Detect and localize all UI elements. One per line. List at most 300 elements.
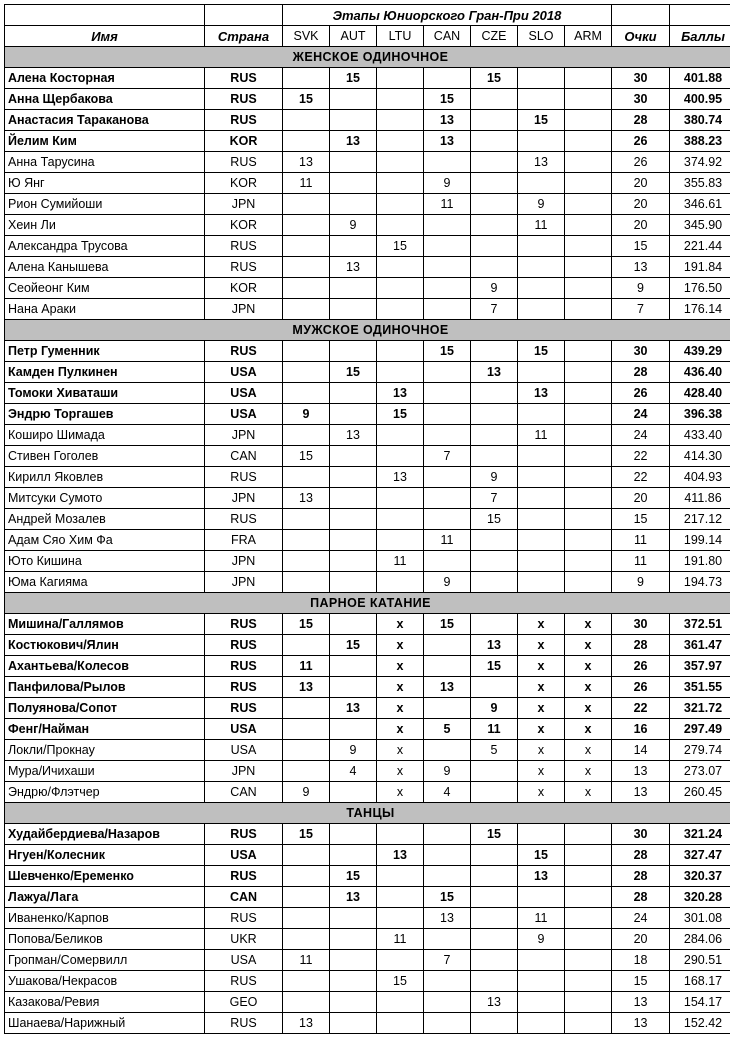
- table-row[interactable]: [5, 173, 730, 194]
- cell-stage-svk: [283, 425, 330, 446]
- cell-stage-can: [424, 257, 471, 278]
- table-row[interactable]: [5, 992, 730, 1013]
- cell-stage-cze: 9: [471, 278, 518, 299]
- column-header-country[interactable]: Страна: [205, 26, 283, 47]
- cell-stage-can: 5: [424, 719, 471, 740]
- cell-score: 176.14: [670, 299, 730, 320]
- cell-stage-ltu: 15: [377, 971, 424, 992]
- cell-stage-ltu: [377, 509, 424, 530]
- table-row[interactable]: [5, 719, 730, 740]
- cell-country: RUS: [205, 68, 283, 89]
- table-row[interactable]: [5, 236, 730, 257]
- cell-athlete-name: Адам Сяо Хим Фа: [5, 530, 205, 551]
- cell-stage-svk: [283, 929, 330, 950]
- cell-stage-aut: [330, 551, 377, 572]
- cell-stage-ltu: [377, 362, 424, 383]
- cell-points: 13: [612, 1013, 670, 1034]
- cell-stage-ltu: [377, 173, 424, 194]
- table-row[interactable]: [5, 782, 730, 803]
- cell-stage-arm: x: [565, 635, 612, 656]
- cell-points: 30: [612, 68, 670, 89]
- cell-stage-arm: [565, 257, 612, 278]
- column-header-stage-slo[interactable]: SLO: [518, 26, 565, 47]
- cell-points: 30: [612, 89, 670, 110]
- cell-score: 414.30: [670, 446, 730, 467]
- cell-stage-arm: [565, 299, 612, 320]
- cell-athlete-name: Казакова/Ревия: [5, 992, 205, 1013]
- cell-stage-aut: [330, 950, 377, 971]
- cell-stage-can: 13: [424, 110, 471, 131]
- cell-points: 28: [612, 362, 670, 383]
- cell-stage-arm: [565, 236, 612, 257]
- cell-stage-svk: 9: [283, 782, 330, 803]
- table-row[interactable]: [5, 404, 730, 425]
- table-row[interactable]: [5, 677, 730, 698]
- cell-stage-ltu: [377, 341, 424, 362]
- cell-score: 191.84: [670, 257, 730, 278]
- cell-stage-svk: [283, 971, 330, 992]
- column-header-score[interactable]: Баллы: [670, 26, 730, 47]
- cell-stage-can: [424, 509, 471, 530]
- table-row[interactable]: [5, 761, 730, 782]
- cell-stage-cze: [471, 131, 518, 152]
- cell-stage-ltu: [377, 194, 424, 215]
- cell-stage-aut: [330, 677, 377, 698]
- cell-stage-svk: [283, 68, 330, 89]
- cell-points: 26: [612, 152, 670, 173]
- cell-stage-svk: [283, 719, 330, 740]
- cell-country: RUS: [205, 110, 283, 131]
- cell-stage-arm: [565, 194, 612, 215]
- cell-stage-svk: 11: [283, 950, 330, 971]
- table-row[interactable]: [5, 635, 730, 656]
- cell-stage-svk: 15: [283, 89, 330, 110]
- cell-stage-ltu: [377, 131, 424, 152]
- cell-stage-aut: [330, 908, 377, 929]
- table-row[interactable]: [5, 215, 730, 236]
- cell-athlete-name: Анастасия Тараканова: [5, 110, 205, 131]
- cell-points: 30: [612, 824, 670, 845]
- cell-stage-cze: [471, 194, 518, 215]
- table-header-row: [5, 26, 730, 47]
- cell-stage-can: [424, 866, 471, 887]
- cell-athlete-name: Гропман/Сомервилл: [5, 950, 205, 971]
- cell-stage-aut: [330, 992, 377, 1013]
- cell-points: 11: [612, 530, 670, 551]
- table-row[interactable]: [5, 467, 730, 488]
- cell-stage-ltu: x: [377, 761, 424, 782]
- cell-stage-svk: [283, 530, 330, 551]
- column-header-points[interactable]: Очки: [612, 26, 670, 47]
- cell-stage-aut: [330, 194, 377, 215]
- table-row[interactable]: [5, 845, 730, 866]
- cell-country: RUS: [205, 467, 283, 488]
- cell-stage-aut: [330, 845, 377, 866]
- cell-score: 154.17: [670, 992, 730, 1013]
- cell-stage-ltu: [377, 257, 424, 278]
- results-body: [5, 5, 730, 1034]
- cell-stage-svk: [283, 635, 330, 656]
- cell-stage-aut: [330, 614, 377, 635]
- column-header-stage-aut[interactable]: AUT: [330, 26, 377, 47]
- cell-score: 401.88: [670, 68, 730, 89]
- cell-stage-aut: [330, 824, 377, 845]
- cell-country: CAN: [205, 782, 283, 803]
- table-row[interactable]: [5, 824, 730, 845]
- cell-stage-can: 9: [424, 173, 471, 194]
- cell-stage-arm: [565, 152, 612, 173]
- cell-stage-arm: [565, 572, 612, 593]
- cell-stage-aut: 4: [330, 761, 377, 782]
- cell-score: 290.51: [670, 950, 730, 971]
- cell-points: 9: [612, 572, 670, 593]
- cell-stage-aut: 15: [330, 866, 377, 887]
- table-row[interactable]: [5, 530, 730, 551]
- cell-country: RUS: [205, 236, 283, 257]
- cell-stage-ltu: [377, 425, 424, 446]
- cell-stage-svk: 13: [283, 677, 330, 698]
- cell-stage-ltu: [377, 1013, 424, 1034]
- cell-stage-cze: [471, 866, 518, 887]
- cell-stage-aut: [330, 488, 377, 509]
- cell-stage-svk: [283, 257, 330, 278]
- cell-stage-slo: [518, 467, 565, 488]
- table-row[interactable]: [5, 551, 730, 572]
- table-row[interactable]: [5, 572, 730, 593]
- cell-country: JPN: [205, 488, 283, 509]
- table-header-row-top: [5, 5, 730, 26]
- cell-points: 15: [612, 236, 670, 257]
- cell-stage-ltu: [377, 488, 424, 509]
- cell-country: RUS: [205, 152, 283, 173]
- cell-points: 26: [612, 677, 670, 698]
- cell-stage-ltu: x: [377, 614, 424, 635]
- cell-stage-arm: x: [565, 614, 612, 635]
- cell-stage-arm: [565, 383, 612, 404]
- table-row[interactable]: [5, 341, 730, 362]
- cell-points: 20: [612, 488, 670, 509]
- cell-stage-ltu: [377, 110, 424, 131]
- cell-athlete-name: Александра Трусова: [5, 236, 205, 257]
- cell-stage-can: [424, 740, 471, 761]
- cell-country: JPN: [205, 299, 283, 320]
- cell-stage-cze: [471, 887, 518, 908]
- table-row[interactable]: [5, 257, 730, 278]
- cell-points: 9: [612, 278, 670, 299]
- cell-stage-ltu: x: [377, 782, 424, 803]
- cell-points: 28: [612, 887, 670, 908]
- cell-score: 191.80: [670, 551, 730, 572]
- cell-athlete-name: Костюкович/Ялин: [5, 635, 205, 656]
- cell-athlete-name: Иваненко/Карпов: [5, 908, 205, 929]
- cell-stage-slo: x: [518, 761, 565, 782]
- cell-stage-aut: 13: [330, 131, 377, 152]
- cell-score: 279.74: [670, 740, 730, 761]
- cell-points: 13: [612, 992, 670, 1013]
- column-header-stage-cze[interactable]: CZE: [471, 26, 518, 47]
- cell-stage-slo: [518, 887, 565, 908]
- cell-stage-slo: [518, 446, 565, 467]
- cell-athlete-name: Полуянова/Сопот: [5, 698, 205, 719]
- cell-points: 13: [612, 257, 670, 278]
- table-row[interactable]: [5, 971, 730, 992]
- table-row[interactable]: [5, 614, 730, 635]
- cell-stage-arm: [565, 950, 612, 971]
- cell-athlete-name: Локли/Прокнау: [5, 740, 205, 761]
- cell-stage-aut: 9: [330, 740, 377, 761]
- cell-stage-svk: [283, 110, 330, 131]
- cell-stage-can: [424, 992, 471, 1013]
- cell-stage-slo: [518, 551, 565, 572]
- cell-country: CAN: [205, 887, 283, 908]
- table-row[interactable]: [5, 446, 730, 467]
- cell-stage-arm: [565, 971, 612, 992]
- cell-stage-arm: [565, 929, 612, 950]
- cell-stage-cze: [471, 215, 518, 236]
- cell-stage-arm: [565, 89, 612, 110]
- cell-stage-slo: 13: [518, 866, 565, 887]
- cell-score: 176.50: [670, 278, 730, 299]
- cell-athlete-name: Лажуа/Лага: [5, 887, 205, 908]
- table-row[interactable]: [5, 425, 730, 446]
- cell-stage-slo: 9: [518, 194, 565, 215]
- section-header-row: [5, 47, 730, 68]
- table-row[interactable]: [5, 89, 730, 110]
- cell-stage-svk: 15: [283, 824, 330, 845]
- cell-stage-aut: [330, 89, 377, 110]
- table-row[interactable]: [5, 299, 730, 320]
- cell-points: 26: [612, 383, 670, 404]
- cell-stage-ltu: [377, 992, 424, 1013]
- cell-score: 221.44: [670, 236, 730, 257]
- cell-stage-slo: x: [518, 698, 565, 719]
- column-header-name[interactable]: Имя: [5, 26, 205, 47]
- cell-country: JPN: [205, 551, 283, 572]
- cell-stage-can: 15: [424, 614, 471, 635]
- cell-stage-svk: [283, 740, 330, 761]
- cell-score: 388.23: [670, 131, 730, 152]
- cell-stage-slo: x: [518, 614, 565, 635]
- cell-athlete-name: Мура/Ичихаши: [5, 761, 205, 782]
- cell-stage-ltu: [377, 572, 424, 593]
- cell-athlete-name: Юма Кагияма: [5, 572, 205, 593]
- cell-score: 199.14: [670, 530, 730, 551]
- cell-stage-svk: 11: [283, 656, 330, 677]
- cell-stage-arm: [565, 173, 612, 194]
- cell-stage-can: 11: [424, 194, 471, 215]
- cell-stage-aut: [330, 404, 377, 425]
- cell-stage-aut: 15: [330, 362, 377, 383]
- cell-stage-can: 15: [424, 341, 471, 362]
- cell-country: RUS: [205, 866, 283, 887]
- table-row[interactable]: [5, 656, 730, 677]
- table-row[interactable]: [5, 488, 730, 509]
- cell-stage-cze: 15: [471, 68, 518, 89]
- cell-score: 327.47: [670, 845, 730, 866]
- cell-stage-can: [424, 68, 471, 89]
- cell-stage-can: [424, 236, 471, 257]
- cell-stage-cze: [471, 173, 518, 194]
- cell-stage-ltu: x: [377, 719, 424, 740]
- cell-stage-arm: x: [565, 719, 612, 740]
- cell-country: USA: [205, 740, 283, 761]
- cell-points: 26: [612, 656, 670, 677]
- cell-stage-ltu: [377, 68, 424, 89]
- cell-athlete-name: Эндрю Торгашев: [5, 404, 205, 425]
- table-row[interactable]: [5, 908, 730, 929]
- cell-points: 22: [612, 698, 670, 719]
- cell-points: 22: [612, 446, 670, 467]
- cell-stage-slo: 15: [518, 110, 565, 131]
- table-row[interactable]: [5, 383, 730, 404]
- table-row[interactable]: [5, 194, 730, 215]
- cell-score: 372.51: [670, 614, 730, 635]
- cell-stage-slo: [518, 68, 565, 89]
- cell-stage-arm: x: [565, 698, 612, 719]
- cell-stage-svk: [283, 866, 330, 887]
- table-row[interactable]: [5, 887, 730, 908]
- cell-country: USA: [205, 950, 283, 971]
- cell-stage-aut: [330, 446, 377, 467]
- cell-stage-cze: [471, 341, 518, 362]
- cell-country: USA: [205, 362, 283, 383]
- cell-stage-arm: [565, 362, 612, 383]
- cell-score: 355.83: [670, 173, 730, 194]
- cell-country: USA: [205, 719, 283, 740]
- table-row[interactable]: [5, 152, 730, 173]
- cell-stage-svk: [283, 887, 330, 908]
- table-row[interactable]: [5, 131, 730, 152]
- column-header-stage-svk[interactable]: SVK: [283, 26, 330, 47]
- table-row[interactable]: [5, 698, 730, 719]
- cell-stage-cze: 15: [471, 824, 518, 845]
- cell-athlete-name: Юто Кишина: [5, 551, 205, 572]
- cell-stage-aut: [330, 467, 377, 488]
- cell-stage-slo: x: [518, 782, 565, 803]
- cell-stage-ltu: x: [377, 656, 424, 677]
- cell-score: 168.17: [670, 971, 730, 992]
- cell-stage-arm: [565, 866, 612, 887]
- cell-stage-cze: [471, 908, 518, 929]
- table-row[interactable]: [5, 68, 730, 89]
- cell-stage-ltu: 13: [377, 845, 424, 866]
- cell-points: 28: [612, 866, 670, 887]
- cell-stage-aut: [330, 383, 377, 404]
- cell-stage-arm: [565, 110, 612, 131]
- cell-stage-ltu: [377, 299, 424, 320]
- cell-stage-arm: [565, 1013, 612, 1034]
- cell-country: JPN: [205, 425, 283, 446]
- cell-stage-cze: 9: [471, 467, 518, 488]
- cell-points: 26: [612, 131, 670, 152]
- cell-stage-can: 7: [424, 446, 471, 467]
- cell-stage-cze: [471, 89, 518, 110]
- cell-stage-svk: [283, 383, 330, 404]
- cell-stage-svk: [283, 236, 330, 257]
- cell-country: JPN: [205, 761, 283, 782]
- column-header-stage-can[interactable]: CAN: [424, 26, 471, 47]
- cell-stage-cze: [471, 425, 518, 446]
- cell-stage-aut: 15: [330, 68, 377, 89]
- cell-stage-slo: [518, 236, 565, 257]
- cell-country: CAN: [205, 446, 283, 467]
- cell-stage-aut: [330, 236, 377, 257]
- cell-stage-can: [424, 929, 471, 950]
- cell-stage-cze: [471, 236, 518, 257]
- cell-stage-arm: x: [565, 677, 612, 698]
- cell-stage-ltu: [377, 866, 424, 887]
- table-row[interactable]: [5, 740, 730, 761]
- cell-stage-can: [424, 1013, 471, 1034]
- cell-stage-slo: x: [518, 656, 565, 677]
- table-title: Этапы Юниорского Гран-При 2018: [283, 5, 612, 26]
- column-header-stage-ltu[interactable]: LTU: [377, 26, 424, 47]
- cell-stage-arm: [565, 992, 612, 1013]
- table-row[interactable]: [5, 110, 730, 131]
- cell-stage-arm: [565, 845, 612, 866]
- cell-athlete-name: Анна Тарусина: [5, 152, 205, 173]
- cell-athlete-name: Йелим Ким: [5, 131, 205, 152]
- table-row[interactable]: [5, 1013, 730, 1034]
- cell-stage-cze: [471, 971, 518, 992]
- cell-stage-aut: 9: [330, 215, 377, 236]
- cell-stage-arm: [565, 887, 612, 908]
- cell-stage-cze: 7: [471, 488, 518, 509]
- cell-athlete-name: Фенг/Найман: [5, 719, 205, 740]
- table-row[interactable]: [5, 929, 730, 950]
- cell-score: 320.37: [670, 866, 730, 887]
- cell-stage-slo: 15: [518, 341, 565, 362]
- cell-stage-can: [424, 656, 471, 677]
- cell-stage-aut: [330, 971, 377, 992]
- cell-stage-aut: [330, 656, 377, 677]
- cell-points: 16: [612, 719, 670, 740]
- cell-stage-can: [424, 152, 471, 173]
- table-row[interactable]: [5, 362, 730, 383]
- cell-stage-can: [424, 362, 471, 383]
- cell-stage-cze: [471, 950, 518, 971]
- table-row[interactable]: [5, 950, 730, 971]
- header-blank-country: [205, 5, 283, 26]
- cell-stage-svk: 11: [283, 173, 330, 194]
- cell-score: 321.24: [670, 824, 730, 845]
- table-row[interactable]: [5, 509, 730, 530]
- cell-stage-aut: [330, 1013, 377, 1034]
- cell-stage-cze: [471, 572, 518, 593]
- cell-score: 194.73: [670, 572, 730, 593]
- table-row[interactable]: [5, 866, 730, 887]
- cell-stage-aut: 13: [330, 425, 377, 446]
- column-header-stage-arm[interactable]: ARM: [565, 26, 612, 47]
- cell-stage-svk: [283, 467, 330, 488]
- section-header-row: [5, 320, 730, 341]
- cell-points: 22: [612, 467, 670, 488]
- cell-stage-can: [424, 278, 471, 299]
- cell-country: USA: [205, 404, 283, 425]
- table-row[interactable]: [5, 278, 730, 299]
- cell-stage-cze: 13: [471, 992, 518, 1013]
- results-table: [4, 4, 730, 1034]
- cell-stage-cze: [471, 782, 518, 803]
- cell-stage-aut: 13: [330, 257, 377, 278]
- cell-stage-can: 15: [424, 89, 471, 110]
- cell-stage-arm: [565, 446, 612, 467]
- cell-score: 346.61: [670, 194, 730, 215]
- cell-stage-svk: [283, 299, 330, 320]
- cell-stage-slo: [518, 971, 565, 992]
- cell-athlete-name: Шанаева/Нарижный: [5, 1013, 205, 1034]
- cell-points: 15: [612, 971, 670, 992]
